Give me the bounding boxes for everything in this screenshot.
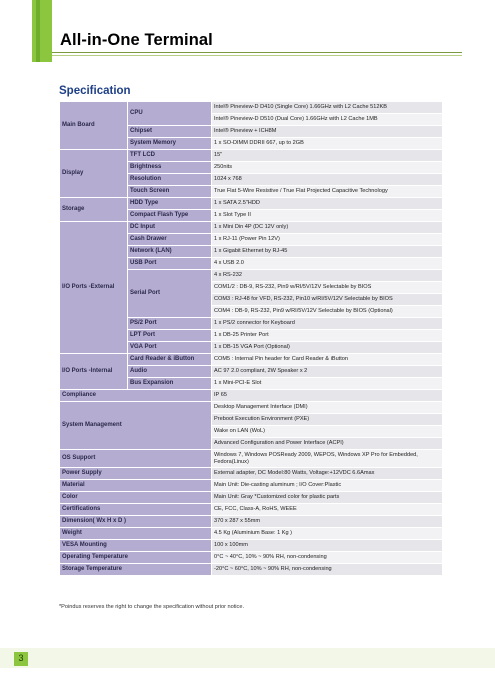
spec-label-cash-drawer: Cash Drawer [128,234,212,246]
spec-value: Main Unit: Gray *Customized color for plastic parts [212,492,443,504]
spec-label-hdd-type: HDD Type [128,198,212,210]
spec-value: 1 x PS/2 connector for Keyboard [212,318,443,330]
spec-category-storage-temperature: Storage Temperature [60,564,212,576]
spec-category-power-supply: Power Supply [60,468,212,480]
spec-value: External adapter, DC Model:80 Watts, Voltage:+12VDC 6.6Amax [212,468,443,480]
spec-value: 250nits [212,162,443,174]
spec-label-bus-expansion: Bus Expansion [128,378,212,390]
spec-label-usb-port: USB Port [128,258,212,270]
spec-value: 1 x Mini-PCI-E Slot [212,378,443,390]
spec-row [60,516,443,528]
spec-value: Wake on LAN (WoL) [212,426,443,438]
spec-category-i-o-ports-external: I/O Ports -External [60,222,128,354]
spec-value: 1 x SATA 2.5"HDD [212,198,443,210]
section-title: Specification [59,85,131,97]
spec-label-system-memory: System Memory [128,138,212,150]
spec-label-touch-screen: Touch Screen [128,186,212,198]
spec-label-tft-lcd: TFT LCD [128,150,212,162]
spec-category-dimension-wx-h-x-d: Dimension( Wx H x D ) [60,516,212,528]
spec-value: 1 x Mini Din 4P (DC 12V only) [212,222,443,234]
header-accent-stripe [36,0,40,62]
spec-row [60,552,443,564]
spec-value: Intel® Pineview-D D410 (Single Core) 1.66GHz with L2 Cache 512KB [212,102,443,114]
spec-value: Intel® Pineview-D D510 (Dual Core) 1.66GHz with L2 Cache 1MB [212,114,443,126]
spec-value: COM1/2 : DB-9, RS-232, Pin9 w/RI/5V/12V Selectable by BIOS [212,282,443,294]
spec-value: COM4 : DB-9, RS-232, Pin9 w/RI/5V/12V Selectable by BIOS (Optional) [212,306,443,318]
title-divider-secondary [52,55,462,56]
spec-value: 1024 x 768 [212,174,443,186]
spec-value: Desktop Management Interface (DMI) [212,402,443,414]
footer-bar [0,648,495,668]
spec-value: 15" [212,150,443,162]
spec-label-compact-flash-type: Compact Flash Type [128,210,212,222]
spec-row [60,150,443,162]
spec-category-certifications: Certifications [60,504,212,516]
page-title: All-in-One Terminal [60,31,213,49]
spec-label-lpt-port: LPT Port [128,330,212,342]
spec-value: 4.5 Kg (Aluminium Base: 1 Kg ) [212,528,443,540]
spec-value: 1 x RJ-11 (Power Pin 12V) [212,234,443,246]
spec-value: 1 x DB-15 VGA Port (Optional) [212,342,443,354]
spec-row [60,540,443,552]
spec-category-weight: Weight [60,528,212,540]
spec-category-os-support: OS Support [60,450,212,468]
spec-label-audio: Audio [128,366,212,378]
spec-row [60,528,443,540]
spec-value: 370 x 287 x 55mm [212,516,443,528]
spec-row [60,402,443,414]
spec-category-display: Display [60,150,128,198]
spec-value: True Flat 5-Wire Resistive / True Flat Projected Capacitive Technology [212,186,443,198]
spec-value: COM5 : Internal Pin header for Card Reader & iButton [212,354,443,366]
spec-category-i-o-ports-internal: I/O Ports -Internal [60,354,128,390]
header-accent-bar [32,0,52,62]
spec-category-main-board: Main Board [60,102,128,150]
spec-row [60,504,443,516]
spec-row [60,564,443,576]
spec-row [60,198,443,210]
spec-value: 0°C ~ 40°C, 10% ~ 90% RH, non-condensing [212,552,443,564]
spec-value: -20°C ~ 60°C, 10% ~ 90% RH, non-condensing [212,564,443,576]
page-number: 3 [18,653,24,663]
spec-category-compliance: Compliance [60,390,212,402]
spec-label-vga-port: VGA Port [128,342,212,354]
spec-category-system-management: System Management [60,402,212,450]
spec-value: COM3 : RJ-48 for VFD, RS-232, Pin10 w/RI/5V/12V Selectable by BIOS [212,294,443,306]
spec-row [60,480,443,492]
spec-value: Main Unit: Die-casting aluminum ; I/O Cover:Plastic [212,480,443,492]
footnote: *Poindus reserves the right to change the specification without prior notice. [59,604,245,610]
spec-category-vesa-mounting: VESA Mounting [60,540,212,552]
spec-category-operating-temperature: Operating Temperature [60,552,212,564]
spec-category-material: Material [60,480,212,492]
spec-value: 100 x 100mm [212,540,443,552]
title-divider [52,52,462,53]
spec-row [60,102,443,114]
spec-row [60,468,443,480]
spec-label-network-lan: Network (LAN) [128,246,212,258]
spec-value: 1 x SO-DIMM DDRII 667, up to 2GB [212,138,443,150]
spec-label-serial-port: Serial Port [128,270,212,318]
spec-row [60,492,443,504]
spec-value: 1 x DB-25 Printer Port [212,330,443,342]
spec-category-color: Color [60,492,212,504]
spec-row [60,354,443,366]
spec-value: AC 97 2.0 compliant, 2W Speaker x 2 [212,366,443,378]
specification-table [59,101,443,576]
spec-label-resolution: Resolution [128,174,212,186]
spec-label-brightness: Brightness [128,162,212,174]
spec-value: Preboot Execution Environment (PXE) [212,414,443,426]
spec-category-storage: Storage [60,198,128,222]
spec-value: 4 x RS-232 [212,270,443,282]
spec-label-card-reader-ibutton: Card Reader & iButton [128,354,212,366]
spec-value: CE, FCC, Class-A, RoHS, WEEE [212,504,443,516]
spec-value: Windows 7, Windows POSReady 2009, WEPOS, Windows XP Pro for Embedded, Fedora(Linux) [212,450,443,468]
spec-value: IP 65 [212,390,443,402]
spec-value: Advanced Configuration and Power Interface (ACPI) [212,438,443,450]
spec-label-dc-input: DC Input [128,222,212,234]
spec-value: 1 x Slot Type II [212,210,443,222]
spec-label-chipset: Chipset [128,126,212,138]
spec-row [60,222,443,234]
spec-row [60,450,443,468]
spec-value: 1 x Gigabit Ethernet by RJ-45 [212,246,443,258]
spec-value: Intel® Pineview + ICH8M [212,126,443,138]
spec-value: 4 x USB 2.0 [212,258,443,270]
spec-row [60,390,443,402]
spec-label-ps-2-port: PS/2 Port [128,318,212,330]
spec-label-cpu: CPU [128,102,212,126]
